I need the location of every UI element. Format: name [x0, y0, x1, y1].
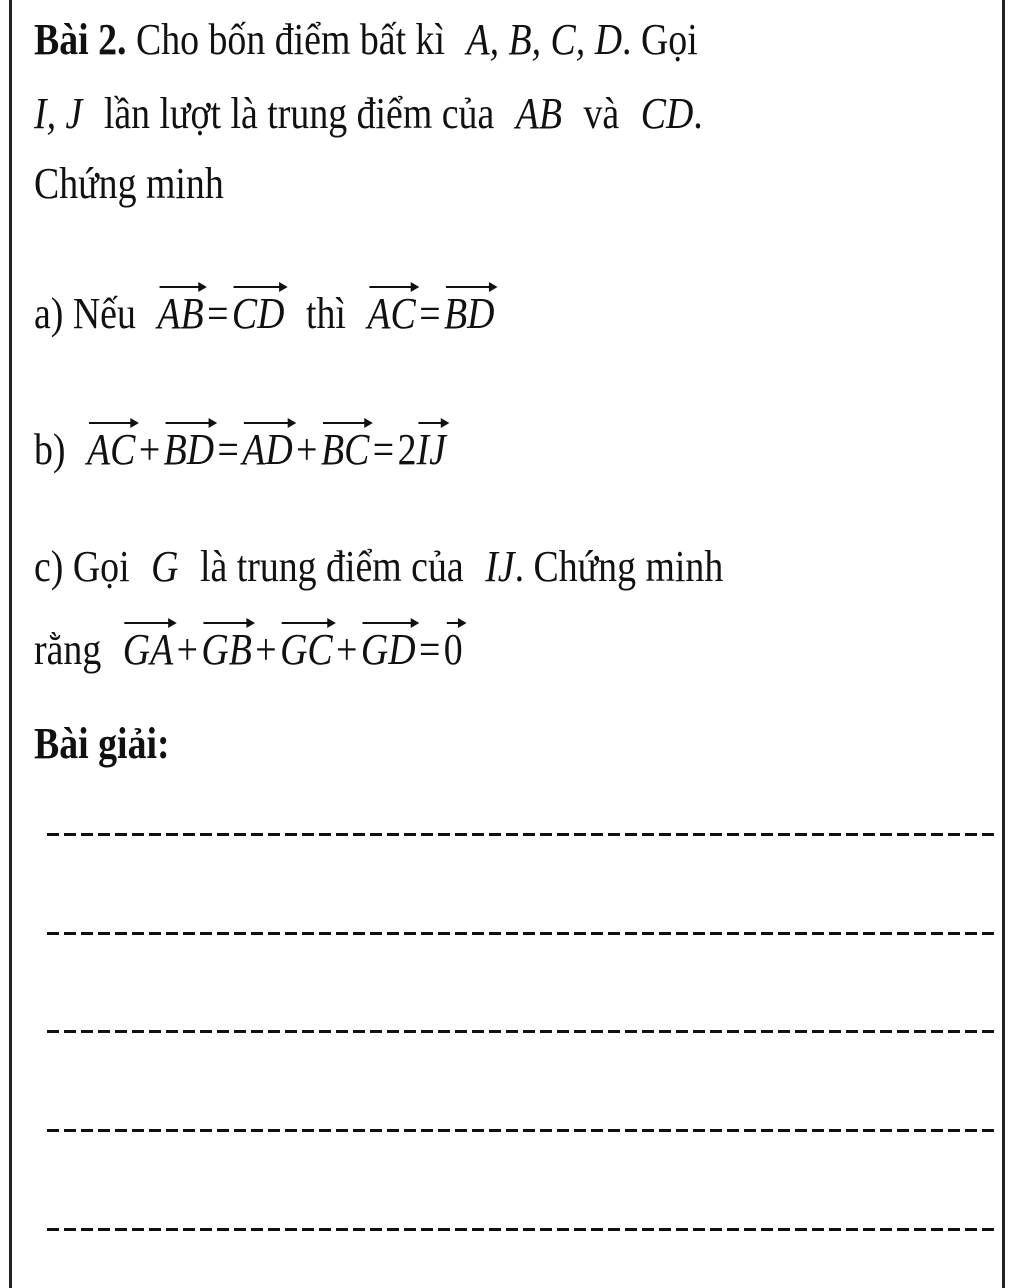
- part-c-line2-label: rằng: [34, 625, 102, 674]
- intro-text-2: lần lượt là trung điểm của: [103, 89, 495, 138]
- answer-line-3: [47, 1030, 999, 1033]
- segment-cd: CD: [640, 89, 694, 138]
- problem-intro-line-2: [34, 89, 703, 138]
- part-a-label: a) Nếu: [34, 289, 136, 338]
- part-a: [34, 289, 495, 338]
- intro-end-2: .: [693, 89, 703, 138]
- plus-sign: +: [255, 625, 277, 674]
- points-list: A, B, C, D: [466, 15, 623, 64]
- plus-sign: +: [138, 425, 161, 474]
- vector-gc: GC: [280, 625, 333, 674]
- problem-title: Bài 2.: [34, 15, 127, 64]
- equals-sign: =: [207, 289, 229, 338]
- vector-ga: GA: [122, 625, 174, 674]
- vector-gd: GD: [360, 625, 416, 674]
- vector-bd: BD: [163, 425, 215, 474]
- vector-ij: IJ: [416, 425, 446, 474]
- answer-line-4: [47, 1129, 999, 1132]
- midpoints: I, J: [34, 89, 83, 138]
- answer-line-5: [47, 1228, 999, 1231]
- segment-ab: AB: [515, 89, 562, 138]
- part-c-label: c) Gọi: [34, 542, 130, 591]
- vector-cd: CD: [231, 289, 285, 338]
- answer-line-2: [47, 932, 999, 935]
- solution-heading: Bài giải:: [34, 719, 170, 768]
- answer-line-1: [47, 833, 999, 836]
- vector-ac: AC: [367, 289, 416, 338]
- vector-gb: GB: [201, 625, 252, 674]
- part-c-text: là trung điểm của: [199, 542, 464, 591]
- part-b: [34, 425, 446, 474]
- plus-sign: +: [296, 425, 318, 474]
- equals-sign: =: [372, 425, 395, 474]
- and-word: và: [583, 89, 620, 138]
- equals-sign: =: [418, 625, 441, 674]
- vector-ad: AD: [242, 425, 293, 474]
- vector-ab: AB: [157, 289, 204, 338]
- problem-intro-line-1: [34, 15, 698, 64]
- vector-bc: BC: [320, 425, 370, 474]
- then-word: thì: [305, 289, 346, 338]
- plus-sign: +: [336, 625, 358, 674]
- segment-ij: IJ: [485, 542, 515, 591]
- equals-sign: =: [419, 289, 441, 338]
- part-b-label: b): [34, 425, 66, 474]
- problem-intro-line-3: Chứng minh: [34, 159, 224, 208]
- part-c-line-1: [34, 542, 724, 591]
- plus-sign: +: [176, 625, 198, 674]
- vector-bd: BD: [443, 289, 495, 338]
- intro-text-1: Cho bốn điểm bất kì: [135, 15, 445, 64]
- vector-ac: AC: [87, 425, 136, 474]
- equals-sign: =: [217, 425, 239, 474]
- part-c-line-2: [34, 625, 463, 674]
- zero-vector: 0: [443, 625, 463, 674]
- part-c-text-2: . Chứng minh: [514, 542, 724, 591]
- intro-end-1: . Gọi: [622, 15, 698, 64]
- point-g: G: [151, 542, 179, 591]
- coefficient: 2: [397, 425, 417, 474]
